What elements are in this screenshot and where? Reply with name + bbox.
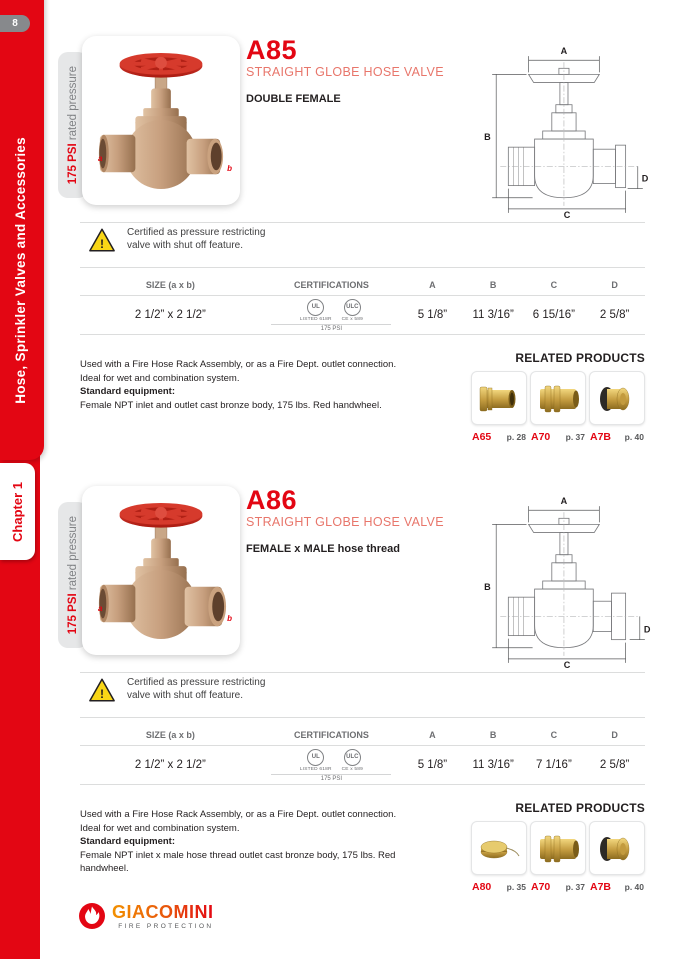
giacomini-flame-icon — [78, 902, 106, 930]
related-product-code: A70 — [531, 431, 551, 443]
related-product-code: A7B — [590, 431, 612, 443]
technical-drawing — [478, 494, 660, 668]
cell-dim-c: 6 15/16” — [532, 309, 575, 321]
related-product-page: p. 37 — [565, 882, 585, 892]
brass-adapter-icon — [474, 373, 524, 423]
cell-dim-d: 2 5/8” — [599, 309, 630, 321]
dim-label-c: C — [563, 209, 571, 218]
cell-dim-b: 11 3/16” — [472, 759, 514, 771]
related-product-item — [471, 821, 527, 893]
product-section-a86 — [40, 450, 678, 900]
psi-rating: 175 PSI — [271, 774, 391, 782]
related-product-item — [589, 371, 645, 443]
product-photo-card — [82, 36, 240, 205]
cell-certifications — [261, 299, 402, 332]
product-title-block — [246, 486, 476, 555]
pressure-rating-value: 175 PSI — [67, 593, 79, 635]
col-header-a: A — [429, 280, 436, 290]
globe-valve-photo — [92, 45, 230, 197]
col-header-d: D — [611, 730, 618, 740]
related-product-thumbnail — [530, 821, 586, 875]
related-product-page: p. 40 — [624, 432, 644, 442]
col-header-b: B — [489, 280, 497, 290]
warning-icon — [88, 227, 116, 253]
related-product-thumbnail — [589, 821, 645, 875]
related-products-heading: RELATED PRODUCTS — [515, 351, 645, 365]
hose-cap-icon — [592, 373, 642, 423]
psi-rating: 175 PSI — [271, 324, 391, 332]
port-label-a: a — [98, 604, 103, 613]
description-line: Ideal for wet and combination system. — [80, 822, 240, 834]
product-subtitle: STRAIGHT GLOBE HOSE VALVE — [246, 65, 444, 79]
standard-equipment-text: Female NPT inlet and outlet cast bronze body, 175 lbs. Red handwheel. — [80, 399, 382, 411]
related-product-code: A7B — [590, 881, 612, 893]
product-section-a85 — [40, 0, 678, 450]
spec-table — [80, 277, 645, 335]
spec-table — [80, 727, 645, 785]
col-header-d: D — [611, 280, 618, 290]
divider — [80, 222, 645, 223]
related-product-item — [530, 821, 586, 893]
related-product-item — [589, 821, 645, 893]
brass-coupling-icon — [533, 823, 583, 873]
ul-certification-icon: UL — [307, 299, 324, 316]
col-header-certifications: CERTIFICATIONS — [294, 280, 369, 290]
page-number-badge: 8 — [0, 15, 30, 32]
related-product-thumbnail — [471, 371, 527, 425]
related-product-code: A65 — [472, 431, 492, 443]
col-header-size: SIZE (a x b) — [145, 280, 195, 290]
port-label-b: b — [227, 614, 232, 623]
related-product-thumbnail — [589, 371, 645, 425]
port-label-a: a — [98, 154, 103, 163]
dim-label-a: A — [560, 496, 568, 507]
ulc-caption: CE x 589 — [341, 316, 363, 322]
related-product-code: A80 — [472, 881, 492, 893]
col-header-a: A — [429, 730, 436, 740]
cell-dim-a: 5 1/8” — [417, 309, 448, 321]
ulc-certification-icon: ULC — [344, 299, 361, 316]
related-product-page: p. 28 — [506, 432, 526, 442]
warning-text: Certified as pressure restricting valve with shut off feature. — [127, 227, 266, 251]
warning-note — [88, 227, 275, 253]
svg-text:!: ! — [99, 686, 105, 701]
cell-size: 2 1/2” x 2 1/2” — [134, 309, 206, 321]
col-header-c: C — [550, 730, 558, 740]
related-product-thumbnail — [530, 371, 586, 425]
dim-label-d: D — [641, 173, 649, 184]
brand-footer — [78, 902, 214, 930]
divider — [80, 717, 645, 718]
chapter-sidebar — [0, 0, 40, 959]
table-row — [80, 295, 645, 335]
cell-dim-d: 2 5/8” — [599, 759, 630, 771]
spec-table-header — [80, 727, 645, 745]
ul-caption: LISTED 618R — [299, 766, 332, 772]
description-line: Used with a Fire Hose Rack Assembly, or as a Fire Dept. outlet connection. — [80, 359, 397, 370]
dim-label-d: D — [643, 624, 651, 635]
product-photo-card — [82, 486, 240, 655]
dim-label-b: B — [484, 582, 491, 593]
pressure-rating-caption: rated pressure — [67, 515, 79, 594]
chapter-number-label: Chapter 1 — [10, 481, 25, 542]
standard-equipment-text: Female NPT inlet x male hose thread outlet cast bronze body, 175 lbs. Red handwheel. — [80, 849, 396, 874]
ulc-certification-icon: ULC — [344, 749, 361, 766]
ulc-caption: CE x 589 — [341, 766, 363, 772]
col-header-size: SIZE (a x b) — [145, 730, 195, 740]
cell-size: 2 1/2” x 2 1/2” — [134, 759, 206, 771]
technical-drawing — [478, 44, 660, 218]
globe-valve-photo — [92, 495, 230, 647]
related-products — [471, 801, 645, 893]
col-header-certifications: CERTIFICATIONS — [294, 730, 369, 740]
cell-dim-a: 5 1/8” — [417, 759, 448, 771]
table-row — [80, 745, 645, 785]
divider — [80, 672, 645, 673]
related-product-page: p. 35 — [506, 882, 526, 892]
product-description — [80, 358, 420, 412]
dim-label-c: C — [563, 659, 571, 668]
product-variant: DOUBLE FEMALE — [246, 93, 341, 105]
warning-note — [88, 677, 275, 703]
pressure-rating-caption: rated pressure — [67, 65, 79, 144]
dim-label-a: A — [560, 46, 568, 57]
standard-equipment-label: Standard equipment: — [80, 386, 176, 397]
port-label-b: b — [227, 164, 232, 173]
related-products — [471, 351, 645, 443]
related-products-heading: RELATED PRODUCTS — [515, 801, 645, 815]
cell-certifications — [261, 749, 402, 782]
hose-cap-icon — [592, 823, 642, 873]
ul-certification-icon: UL — [307, 749, 324, 766]
chapter-title-wrap — [0, 90, 40, 450]
related-product-item — [471, 371, 527, 443]
brand-tagline: FIRE PROTECTION — [118, 923, 214, 930]
warning-text: Certified as pressure restricting valve with shut off feature. — [127, 677, 266, 701]
spec-table-header — [80, 277, 645, 295]
description-line: Used with a Fire Hose Rack Assembly, or as a Fire Dept. outlet connection. — [80, 809, 397, 820]
warning-icon — [88, 677, 116, 703]
related-product-page: p. 40 — [624, 882, 644, 892]
chapter-title: Hose, Sprinkler Valves and Accessories — [12, 136, 28, 404]
related-product-page: p. 37 — [565, 432, 585, 442]
dim-label-b: B — [484, 132, 491, 143]
ul-caption: LISTED 618R — [299, 316, 332, 322]
related-product-item — [530, 371, 586, 443]
brand-name: GIACOMINI — [112, 902, 214, 922]
product-code: A86 — [246, 485, 298, 515]
related-product-thumbnail — [471, 821, 527, 875]
standard-equipment-label: Standard equipment: — [80, 836, 176, 847]
col-header-c: C — [550, 280, 558, 290]
product-code: A85 — [246, 35, 298, 65]
pressure-rating-value: 175 PSI — [67, 143, 79, 185]
blind-cap-icon — [474, 823, 524, 873]
col-header-b: B — [489, 730, 497, 740]
product-subtitle: STRAIGHT GLOBE HOSE VALVE — [246, 515, 444, 529]
chapter-number-tab — [0, 463, 35, 560]
product-description — [80, 808, 420, 876]
product-variant: FEMALE x MALE hose thread — [246, 543, 401, 555]
cell-dim-b: 11 3/16” — [472, 309, 514, 321]
description-line: Ideal for wet and combination system. — [80, 372, 240, 384]
brass-coupling-icon — [533, 373, 583, 423]
divider — [80, 267, 645, 268]
svg-text:!: ! — [99, 236, 105, 251]
product-title-block — [246, 36, 476, 105]
related-product-code: A70 — [531, 881, 551, 893]
cell-dim-c: 7 1/16” — [535, 759, 572, 771]
